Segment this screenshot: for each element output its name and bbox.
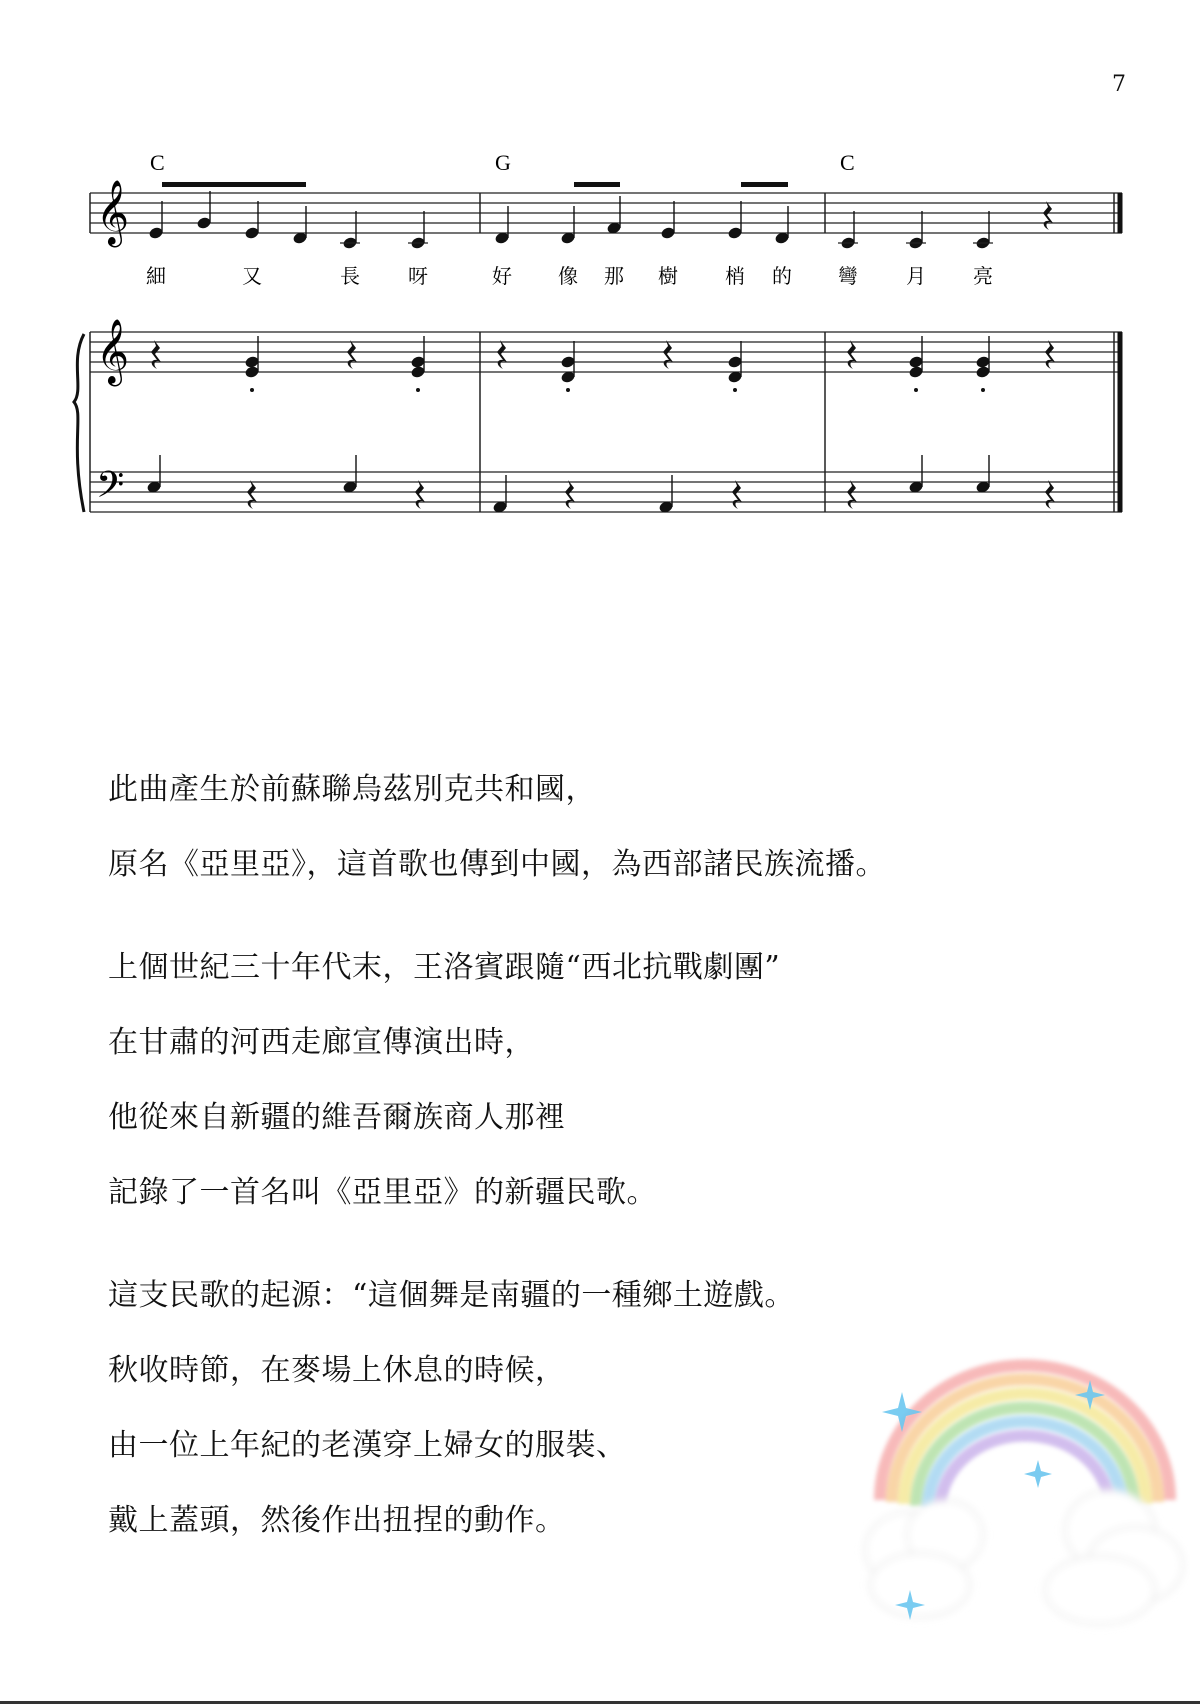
quarter-rest: [663, 340, 673, 369]
lyric-syllable: 梢: [725, 264, 745, 288]
paragraph: [108, 930, 1008, 1230]
lyric-syllable: 的: [772, 264, 792, 288]
text-line: 戴上蓋頭，然後作出扭捏的動作。: [108, 1503, 566, 1538]
lyrics: [146, 264, 993, 288]
quarter-rest: [732, 480, 742, 509]
brace: [74, 334, 84, 512]
notes: [146, 182, 1055, 514]
treble-clef: 𝄞: [96, 180, 130, 245]
staccato-dot: [566, 388, 570, 392]
lyric-syllable: 月: [906, 264, 926, 288]
lyric-syllable: 那: [604, 264, 624, 288]
quarter-rest: [1043, 201, 1053, 230]
bass-clef: 𝄢: [96, 464, 125, 515]
lyric-syllable: 像: [558, 264, 578, 288]
quarter-rest: [415, 480, 425, 509]
staccato-dot: [733, 388, 737, 392]
text-line: 秋收時節，在麥場上休息的時候，: [108, 1353, 566, 1388]
lyric-syllable: 好: [492, 264, 512, 288]
text-line: 此曲產生於前蘇聯烏茲別克共和國，: [108, 772, 596, 807]
text-line: 他從來自新疆的維吾爾族商人那裡: [108, 1100, 566, 1135]
lyric-syllable: 細: [146, 264, 166, 288]
quarter-rest: [1045, 480, 1055, 509]
staves: [74, 180, 1122, 515]
chord-symbol: C: [150, 150, 165, 175]
quarter-rest: [347, 340, 357, 369]
text-line: 上個世紀三十年代末，王洛賓跟隨“西北抗戰劇團”: [108, 950, 781, 985]
lyric-syllable: 亮: [973, 264, 993, 288]
lyric-syllable: 長: [340, 264, 360, 288]
paragraph: [108, 752, 1008, 902]
beam: [741, 182, 788, 187]
text-line: 由一位上年紀的老漢穿上婦女的服裝、: [108, 1428, 627, 1463]
lyric-syllable: 呀: [408, 264, 428, 288]
staccato-dot: [416, 388, 420, 392]
beam: [162, 182, 306, 187]
quarter-rest: [847, 480, 857, 509]
text-line: 原名《亞里亞》，這首歌也傳到中國，為西部諸民族流播。: [108, 847, 886, 882]
quarter-rest: [565, 480, 575, 509]
staccato-dot: [250, 388, 254, 392]
treble-clef: 𝄞: [96, 319, 130, 384]
chord-symbol: G: [495, 150, 511, 175]
lyric-syllable: 又: [242, 264, 262, 288]
staccato-dot: [981, 388, 985, 392]
chord-symbols: [150, 150, 855, 175]
quarter-rest: [1045, 340, 1055, 369]
quarter-rest: [847, 340, 857, 369]
lyric-syllable: 彎: [838, 264, 858, 288]
beam: [574, 182, 620, 187]
music-score: [0, 0, 1200, 560]
page-number: 7: [1112, 72, 1126, 97]
text-line: 這支民歌的起源：“這個舞是南疆的一種鄉土遊戲。: [108, 1278, 795, 1313]
staccato-dot: [914, 388, 918, 392]
rainbow-illustration: [850, 1350, 1190, 1640]
quarter-rest: [247, 480, 257, 509]
lyric-syllable: 樹: [658, 264, 678, 288]
quarter-rest: [497, 340, 507, 369]
chord-symbol: C: [840, 150, 855, 175]
text-line: 記錄了一首名叫《亞里亞》的新疆民歌。: [108, 1175, 657, 1210]
quarter-rest: [151, 340, 161, 369]
text-line: 在甘肅的河西走廊宣傳演出時，: [108, 1025, 535, 1060]
